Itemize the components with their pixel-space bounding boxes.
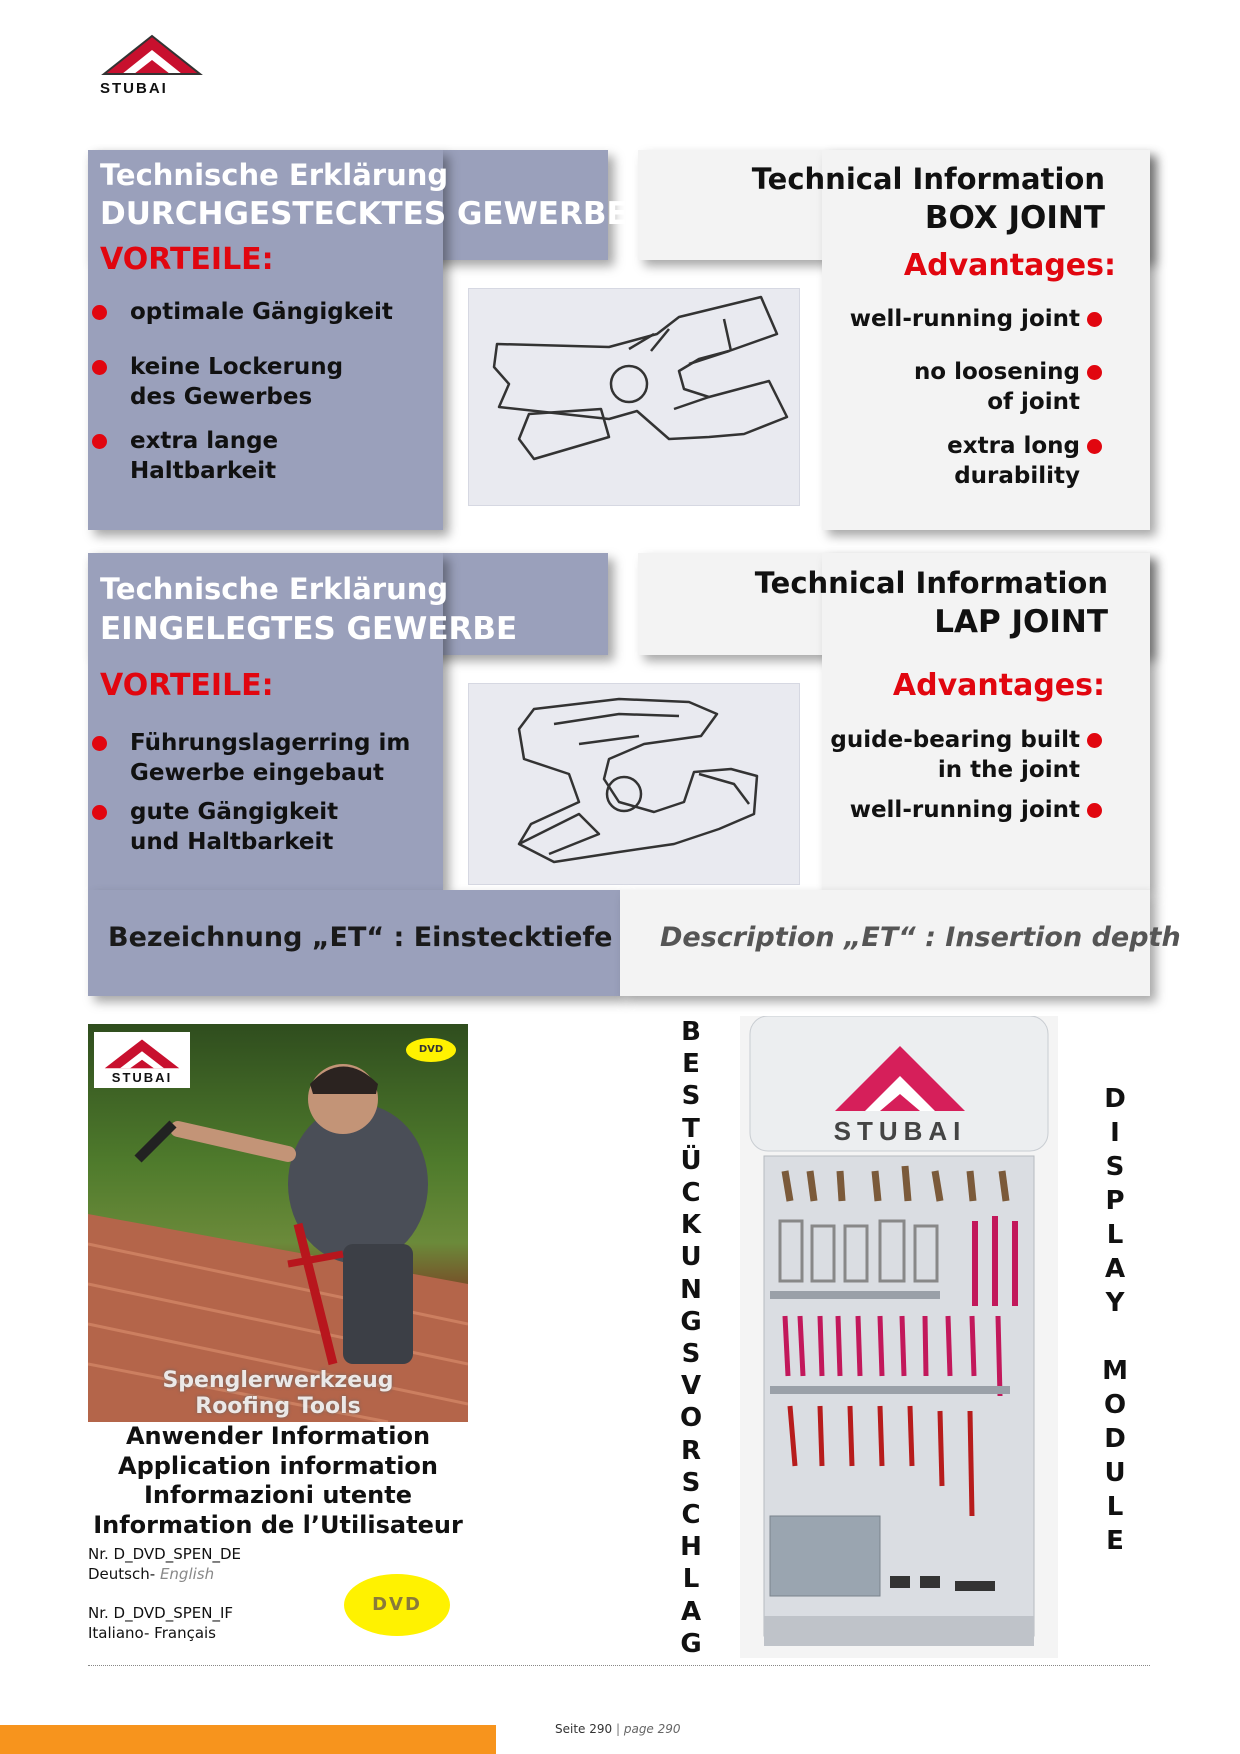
box-joint-en-item: well-running joint [850,304,1080,334]
box-joint-sketch [468,288,800,506]
bullet-icon [92,360,107,375]
dvd-info-line: Informazioni utente [143,1481,412,1509]
footer-separator: | [615,1722,621,1736]
cover-title [88,1368,468,1420]
dvd-nr-2: Nr. D_DVD_SPEN_IF [88,1604,234,1622]
bullet-icon [1087,312,1102,327]
svg-text:STUBAI: STUBAI [833,1116,967,1146]
bullet-icon [92,305,107,320]
vertical-text-display-module: D I S P L A Y M O D U L E [1102,1084,1128,1556]
bullet-icon [1087,439,1102,454]
description-de: Bezeichnung „ET“ : Einstecktiefe [108,922,613,953]
mountain-logo-icon [98,1036,186,1070]
lap-joint-de-item: gute Gängigkeit und Haltbarkeit [108,797,338,857]
cover-logo [94,1032,190,1088]
brand-name: STUBAI [100,80,168,97]
vertical-text-bestueckungsvorschlag: B E S T Ü C K U N G S V O R S C H L A G [679,1017,703,1659]
lap-joint-en-title: LAP JOINT [934,604,1108,640]
lap-joint-en-item: guide-bearing built in the joint [830,725,1080,785]
cover-brand-name: STUBAI [111,1070,173,1085]
bullet-icon [92,736,107,751]
description-en: Description „ET“ : Insertion depth [660,922,1181,953]
dvd-info-line: Anwender Information [125,1422,431,1450]
dvd-lang-1 [88,1565,214,1583]
lap-joint-sketch [468,683,800,885]
box-joint-en-advantages-label: Advantages: [903,248,1116,283]
cover-dvd-badge: DVD [406,1038,456,1062]
display-module-photo [740,1016,1058,1658]
lap-joint-de-heading: Technische Erklärung [100,572,449,606]
dvd-cover [88,1024,468,1422]
lap-joint-drawing-icon [469,684,801,886]
bullet-icon [92,434,107,449]
box-joint-drawing-icon [469,289,801,507]
box-joint-en-title: BOX JOINT [924,200,1105,236]
bullet-icon [1087,365,1102,380]
tool-display-illustration [740,1016,1058,1658]
dvd-info-lines [88,1422,468,1540]
dvd-yellow-badge: DVD [344,1574,450,1636]
mountain-logo-icon [100,30,204,78]
footer-page-number [555,1722,681,1736]
box-joint-de-item: keine Lockerung des Gewerbes [108,352,343,412]
footer-dotted-rule [88,1665,1150,1666]
stubai-logo [100,30,204,97]
dvd-lang-1b: English [159,1565,215,1583]
lap-joint-en-heading: Technical Information [754,566,1108,600]
box-joint-de-advantages-label: VORTEILE: [100,242,274,277]
box-joint-de-item: optimale Gängigkeit [108,297,393,327]
box-joint-de-heading: Technische Erklärung [100,158,449,192]
lap-joint-de-title: EINGELEGTES GEWERBE [100,611,518,647]
bullet-icon [92,805,107,820]
dvd-info-line: Information de l’Utilisateur [93,1510,463,1539]
box-joint-de-title: DURCHGESTECKTES GEWERBE [100,196,628,232]
dvd-lang-1a: Deutsch- [88,1565,156,1583]
box-joint-en-heading: Technical Information [751,162,1105,196]
footer-page: page 290 [623,1722,681,1736]
lap-joint-en-item: well-running joint [850,795,1080,825]
footer-orange-bar [0,1725,496,1754]
cover-title-de: Spenglerwerkzeug [162,1368,394,1393]
box-joint-de-item: extra lange Haltbarkeit [108,426,278,486]
lap-joint-de-advantages-label: VORTEILE: [100,668,274,703]
bullet-icon [1087,733,1102,748]
dvd-lang-2: Italiano- Français [88,1624,216,1642]
dvd-nr-1: Nr. D_DVD_SPEN_DE [88,1545,241,1563]
bullet-icon [1087,803,1102,818]
dvd-info-line: Application information [118,1451,438,1480]
lap-joint-de-item: Führungslagerring im Gewerbe eingebaut [108,728,410,788]
box-joint-en-item: no loosening of joint [914,357,1080,417]
lap-joint-en-advantages-label: Advantages: [892,668,1105,703]
cover-title-en: Roofing Tools [195,1394,361,1419]
footer-seite: Seite 290 [555,1722,613,1736]
box-joint-en-item: extra long durability [947,431,1080,491]
